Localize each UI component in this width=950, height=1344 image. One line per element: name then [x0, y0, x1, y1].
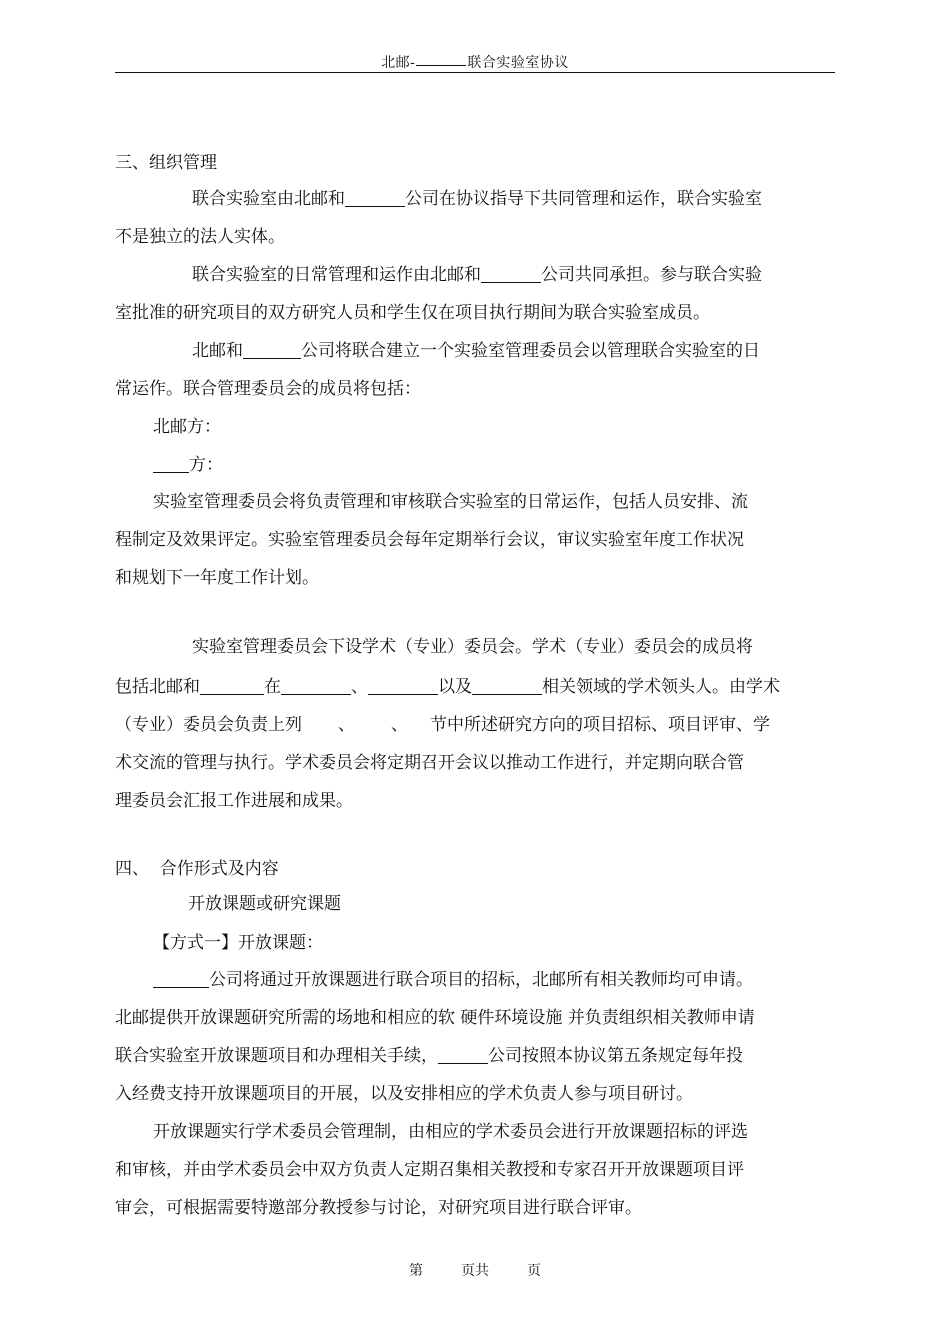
text: （专业）委员会负责上列: [115, 715, 302, 735]
fill-blank: [481, 265, 541, 283]
paragraph-line: 北邮提供开放课题研究所需的场地和相应的软 硬件环境设施 并负责组织相关教师申请: [115, 1008, 755, 1028]
footer-of-label: 页共: [461, 1263, 489, 1279]
paragraph-line: 和审核，并由学术委员会中双方负责人定期召集相关教授和专家召开开放课题项目评: [115, 1160, 744, 1180]
paragraph-line: 不是独立的法人实体。: [115, 227, 285, 247]
page-footer: [0, 1260, 950, 1280]
fill-blank: [368, 677, 438, 695]
text: 、: [351, 677, 368, 697]
footer-page-label: 第: [409, 1263, 423, 1279]
text: 节中所述研究方向的项目招标、项目评审、学: [430, 715, 770, 735]
paragraph-line: 和规划下一年度工作计划。: [115, 568, 319, 588]
text: 公司将联合建立一个实验室管理委员会以管理联合实验室的日: [301, 341, 760, 361]
text: 公司在协议指导下共同管理和运作，联合实验室: [405, 189, 762, 209]
text: 联合实验室的日常管理和运作由北邮和: [192, 265, 481, 285]
fill-blank: [345, 189, 405, 207]
paragraph-line: [115, 1045, 743, 1067]
text: 公司共同承担。参与联合实验: [541, 265, 762, 285]
header-suffix: 联合实验室协议: [467, 55, 569, 71]
paragraph-line: 术交流的管理与执行。学术委员会将定期召开会议以推动工作进行，并定期向联合管: [115, 753, 744, 773]
fill-blank: [200, 677, 264, 695]
text: 联合实验室开放课题项目和办理相关手续，: [115, 1046, 438, 1066]
fill-blank: [243, 341, 301, 359]
paragraph-line: 程制定及效果评定。实验室管理委员会每年定期举行会议，审议实验室年度工作状况: [115, 530, 744, 550]
text: 相关领域的学术领头人。由学术: [542, 677, 780, 697]
paragraph-line: 入经费支持开放课题项目的开展，以及安排相应的学术负责人参与项目研讨。: [115, 1084, 693, 1104]
text: 公司将通过开放课题进行联合项目的招标，北邮所有相关教师均可申请。: [209, 970, 753, 990]
text: 以及: [438, 677, 472, 697]
fill-blank: [438, 1046, 488, 1064]
text: 公司按照本协议第五条规定每年投: [488, 1046, 743, 1066]
subsection-title: 开放课题或研究课题: [188, 894, 341, 914]
paragraph-line: [153, 969, 753, 991]
page-header: [0, 52, 950, 72]
paragraph-line: 室批准的研究项目的双方研究人员和学生仅在项目执行期间为联合实验室成员。: [115, 303, 710, 323]
text: 、: [338, 715, 355, 735]
paragraph-line: [115, 714, 770, 736]
member-beiyou: 北邮方：: [153, 417, 221, 437]
section-title-org: 三、组织管理: [115, 153, 217, 173]
paragraph-line: [115, 676, 780, 698]
paragraph-line: [192, 188, 762, 210]
footer-total-label: 页: [527, 1263, 541, 1279]
header-blank: [416, 61, 466, 66]
fill-blank: [153, 455, 189, 473]
paragraph-line: 实验室管理委员会下设学术（专业）委员会。学术（专业）委员会的成员将: [192, 637, 753, 657]
text: 包括北邮和: [115, 677, 200, 697]
paragraph-line: 常运作。联合管理委员会的成员将包括：: [115, 379, 421, 399]
paragraph-line: 审会，可根据需要特邀部分教授参与讨论，对研究项目进行联合评审。: [115, 1198, 642, 1218]
header-rule: [115, 72, 835, 73]
member-company: [153, 454, 223, 476]
text: 北邮和: [192, 341, 243, 361]
paragraph-line: [192, 340, 760, 362]
fill-blank: [281, 677, 351, 695]
fill-blank: [153, 970, 209, 988]
paragraph-line: [192, 264, 762, 286]
text: 方：: [189, 455, 223, 475]
paragraph-line: 开放课题实行学术委员会管理制，由相应的学术委员会进行开放课题招标的评选: [153, 1122, 748, 1142]
mode-title: 【方式一】开放课题：: [153, 933, 323, 953]
paragraph-line: 理委员会汇报工作进展和成果。: [115, 791, 353, 811]
section-title-coop: 四、 合作形式及内容: [115, 859, 279, 879]
header-prefix: 北邮-: [381, 55, 416, 71]
text: 、: [391, 715, 408, 735]
paragraph-line: 实验室管理委员会将负责管理和审核联合实验室的日常运作，包括人员安排、流: [153, 492, 748, 512]
text: 在: [264, 677, 281, 697]
fill-blank: [472, 677, 542, 695]
text: 联合实验室由北邮和: [192, 189, 345, 209]
